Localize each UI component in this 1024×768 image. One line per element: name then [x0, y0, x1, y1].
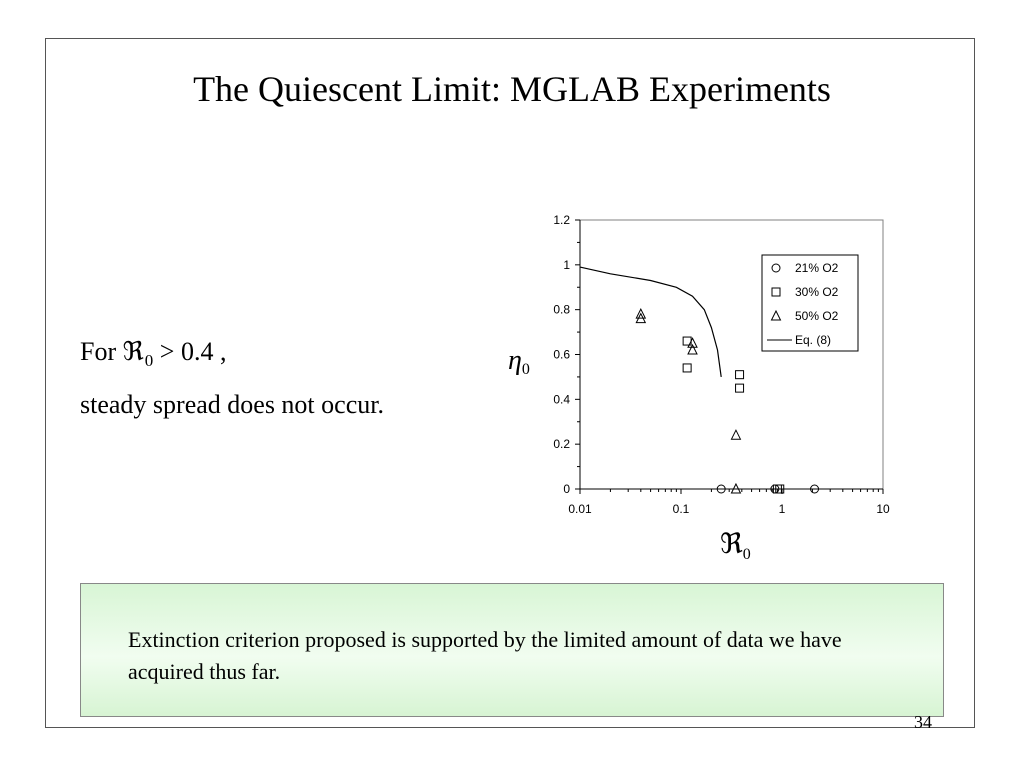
x-axis-label-symbol: ℜ: [720, 529, 743, 560]
x-tick-label: 1: [778, 502, 786, 516]
y-axis-label-subscript: 0: [521, 361, 530, 378]
legend-label: 21% O2: [795, 261, 839, 275]
chart-svg: [500, 205, 910, 575]
conclusion-text: Extinction criterion proposed is supported by the limited amount of data we have acquired thus far.: [128, 627, 842, 684]
x-tick-label: 0.01: [568, 502, 592, 516]
y-tick-label: 1.2: [553, 213, 570, 227]
x-tick-label: 10: [876, 502, 890, 516]
statement-line-1: [80, 330, 384, 383]
conclusion-box: [80, 583, 944, 717]
legend-label: Eq. (8): [795, 333, 832, 347]
statement-prefix: For: [80, 337, 123, 366]
y-tick-label: 0.6: [553, 347, 570, 362]
y-tick-label: 0.8: [553, 302, 570, 317]
y-tick-label: 0.2: [553, 437, 570, 452]
y-tick-label: 1: [563, 257, 570, 272]
y-axis-label: [508, 345, 530, 378]
slide-title: The Quiescent Limit: MGLAB Experiments: [193, 69, 831, 109]
y-tick-label: 0: [563, 482, 570, 496]
chart: [500, 205, 910, 575]
statement: [80, 330, 384, 427]
x-axis-label-subscript: 0: [742, 546, 751, 563]
y-axis-label-symbol: η: [508, 345, 522, 376]
legend: [762, 255, 858, 351]
reynolds-subscript: 0: [144, 351, 154, 370]
reynolds-symbol: ℜ: [122, 337, 144, 366]
x-tick-label: 0.1: [672, 502, 690, 516]
page-number: 34: [914, 712, 932, 732]
legend-label: 50% O2: [795, 309, 839, 323]
x-axis-label: [720, 529, 751, 563]
legend-label: 30% O2: [795, 285, 839, 299]
y-tick-label: 0.4: [553, 392, 570, 407]
statement-relation: > 0.4 ,: [153, 337, 227, 366]
statement-line-2: steady spread does not occur.: [80, 390, 384, 419]
